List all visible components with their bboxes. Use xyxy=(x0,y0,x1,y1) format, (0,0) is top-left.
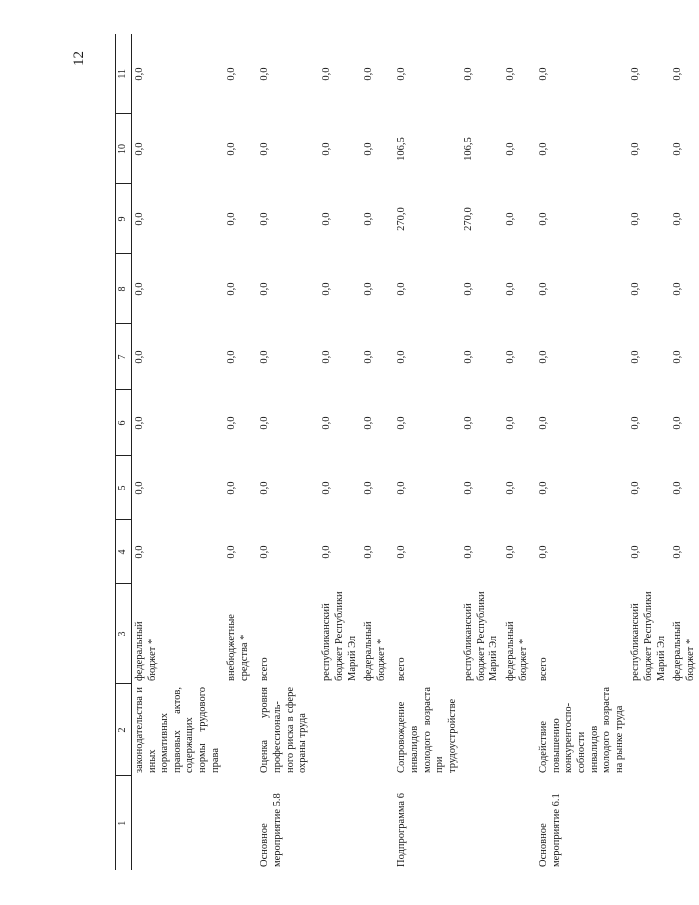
activity-cell: Оценка уровня профессиональ- ного риска в сфере охраны труда xyxy=(259,687,309,773)
value-cell: 0,0 xyxy=(463,481,475,495)
value-cell: 0,0 xyxy=(672,142,684,156)
funding-source-cell: всего xyxy=(259,657,271,681)
page-number: 12 xyxy=(71,51,87,66)
column-header: 10 xyxy=(116,114,132,184)
value-cell: 0,0 xyxy=(134,67,145,81)
value-cell: 0,0 xyxy=(226,282,238,296)
value-cell: 0,0 xyxy=(630,142,642,156)
value-cell: 0,0 xyxy=(396,282,408,296)
value-cell: 0,0 xyxy=(538,545,550,559)
financing-table xyxy=(115,34,699,870)
value-cell: 0,0 xyxy=(226,416,238,430)
value-cell: 0,0 xyxy=(134,481,145,495)
value-cell: 0,0 xyxy=(363,282,375,296)
value-cell: 0,0 xyxy=(505,481,517,495)
value-cell: 0,0 xyxy=(134,212,145,226)
column-header: 5 xyxy=(116,456,132,520)
value-cell: 0,0 xyxy=(463,282,475,296)
value-cell: 0,0 xyxy=(505,545,517,559)
funding-source-cell: федеральный бюджет * xyxy=(363,621,387,681)
program-cell xyxy=(361,776,390,870)
activity-cell xyxy=(319,684,361,776)
value-cell: 0,0 xyxy=(321,416,333,430)
value-cell: 0,0 xyxy=(538,481,550,495)
value-cell: 0,0 xyxy=(321,481,333,495)
value-cell: 0,0 xyxy=(672,416,684,430)
value-cell: 0,0 xyxy=(505,350,517,364)
funding-source-cell: федеральный бюджет * xyxy=(672,621,696,681)
value-cell: 0,0 xyxy=(463,416,475,430)
funding-source-cell: федеральный бюджет * xyxy=(505,621,529,681)
activity-cell xyxy=(361,684,390,776)
activity-cell xyxy=(628,684,670,776)
value-cell: 0,0 xyxy=(396,416,408,430)
funding-source-cell: всего xyxy=(538,657,550,681)
value-cell: 0,0 xyxy=(505,212,517,226)
table-row xyxy=(132,34,225,870)
value-cell: 0,0 xyxy=(463,545,475,559)
value-cell: 0,0 xyxy=(321,545,333,559)
value-cell: 0,0 xyxy=(259,545,271,559)
activity-cell: законодательства и иных нормативных правовых актов, содержащих нормы трудового права xyxy=(134,687,221,773)
column-header: 3 xyxy=(116,584,132,684)
value-cell: 0,0 xyxy=(259,350,271,364)
funding-source-cell: республиканский бюджет Республики Марий Эл xyxy=(463,591,500,681)
table-body xyxy=(132,34,699,870)
value-cell: 0,0 xyxy=(134,282,145,296)
funding-source-cell: федеральный бюджет * xyxy=(134,621,158,681)
value-cell: 0,0 xyxy=(226,212,238,226)
program-cell: Основное мероприятие 5.8 xyxy=(259,793,283,867)
value-cell: 0,0 xyxy=(363,67,375,81)
column-header: 1 xyxy=(116,776,132,870)
value-cell: 0,0 xyxy=(134,350,145,364)
value-cell: 0,0 xyxy=(259,481,271,495)
value-cell: 0,0 xyxy=(321,67,333,81)
value-cell: 270,0 xyxy=(396,207,408,231)
value-cell: 0,0 xyxy=(363,212,375,226)
program-cell xyxy=(503,776,532,870)
value-cell: 0,0 xyxy=(396,545,408,559)
column-header: 8 xyxy=(116,254,132,324)
activity-cell xyxy=(461,684,503,776)
value-cell: 0,0 xyxy=(463,67,475,81)
program-cell xyxy=(461,776,503,870)
value-cell: 0,0 xyxy=(321,282,333,296)
value-cell: 0,0 xyxy=(396,481,408,495)
table-row xyxy=(503,34,532,870)
value-cell: 106,5 xyxy=(463,137,475,161)
value-cell: 0,0 xyxy=(538,350,550,364)
value-cell: 0,0 xyxy=(672,212,684,226)
value-cell: 0,0 xyxy=(134,416,145,430)
value-cell: 0,0 xyxy=(226,545,238,559)
value-cell: 0,0 xyxy=(630,545,642,559)
value-cell: 0,0 xyxy=(363,350,375,364)
funding-source-cell: внебюджетные средства * xyxy=(226,614,250,681)
value-cell: 0,0 xyxy=(630,416,642,430)
value-cell: 0,0 xyxy=(672,350,684,364)
table-row xyxy=(361,34,390,870)
value-cell: 0,0 xyxy=(538,67,550,81)
value-cell: 0,0 xyxy=(463,350,475,364)
value-cell: 0,0 xyxy=(538,142,550,156)
funding-source-cell: республиканский бюджет Республики Марий Эл xyxy=(321,591,358,681)
column-header: 6 xyxy=(116,390,132,456)
value-cell: 0,0 xyxy=(630,282,642,296)
table-row xyxy=(319,34,361,870)
rotated-table-sheet xyxy=(115,34,696,870)
program-cell: Подпрограмма 6 xyxy=(396,793,408,867)
value-cell: 0,0 xyxy=(363,545,375,559)
column-header: 11 xyxy=(116,34,132,114)
value-cell: 0,0 xyxy=(538,282,550,296)
value-cell: 0,0 xyxy=(505,142,517,156)
activity-cell xyxy=(670,684,699,776)
header-row xyxy=(116,34,132,870)
value-cell: 0,0 xyxy=(259,282,271,296)
value-cell: 0,0 xyxy=(321,142,333,156)
value-cell: 0,0 xyxy=(259,212,271,226)
value-cell: 0,0 xyxy=(259,67,271,81)
table-row xyxy=(670,34,699,870)
value-cell: 0,0 xyxy=(321,350,333,364)
activity-cell xyxy=(224,684,253,776)
table-row xyxy=(532,34,628,870)
program-cell xyxy=(628,776,670,870)
value-cell: 0,0 xyxy=(672,67,684,81)
value-cell: 0,0 xyxy=(505,416,517,430)
value-cell: 0,0 xyxy=(630,67,642,81)
program-cell xyxy=(224,776,253,870)
value-cell: 0,0 xyxy=(226,67,238,81)
value-cell: 0,0 xyxy=(672,545,684,559)
activity-cell: Содействие повышению конкурентоспо- собности инвалидов молодого возраста на рынке труда xyxy=(538,687,625,773)
value-cell: 270,0 xyxy=(463,207,475,231)
value-cell: 0,0 xyxy=(363,416,375,430)
program-cell xyxy=(132,776,225,870)
table-row xyxy=(628,34,670,870)
value-cell: 0,0 xyxy=(630,481,642,495)
activity-cell: Сопровождение инвалидов молодого возраста при трудоустройстве xyxy=(396,687,458,773)
program-cell xyxy=(319,776,361,870)
value-cell: 106,5 xyxy=(396,137,408,161)
value-cell: 0,0 xyxy=(396,67,408,81)
column-header: 4 xyxy=(116,520,132,584)
value-cell: 0,0 xyxy=(226,350,238,364)
value-cell: 0,0 xyxy=(259,416,271,430)
value-cell: 0,0 xyxy=(363,142,375,156)
value-cell: 0,0 xyxy=(672,282,684,296)
value-cell: 0,0 xyxy=(226,481,238,495)
value-cell: 0,0 xyxy=(259,142,271,156)
funding-source-cell: республиканский бюджет Республики Марий Эл xyxy=(630,591,667,681)
value-cell: 0,0 xyxy=(134,545,145,559)
value-cell: 0,0 xyxy=(538,416,550,430)
value-cell: 0,0 xyxy=(538,212,550,226)
value-cell: 0,0 xyxy=(363,481,375,495)
program-cell xyxy=(670,776,699,870)
value-cell: 0,0 xyxy=(505,282,517,296)
value-cell: 0,0 xyxy=(396,350,408,364)
column-header: 2 xyxy=(116,684,132,776)
table-row xyxy=(390,34,461,870)
column-header: 7 xyxy=(116,324,132,390)
value-cell: 0,0 xyxy=(630,350,642,364)
value-cell: 0,0 xyxy=(630,212,642,226)
value-cell: 0,0 xyxy=(672,481,684,495)
column-header: 9 xyxy=(116,184,132,254)
table-row xyxy=(253,34,319,870)
value-cell: 0,0 xyxy=(226,142,238,156)
table-row xyxy=(461,34,503,870)
table-row xyxy=(224,34,253,870)
value-cell: 0,0 xyxy=(321,212,333,226)
program-cell: Основное мероприятие 6.1 xyxy=(538,793,562,867)
value-cell: 0,0 xyxy=(505,67,517,81)
activity-cell xyxy=(503,684,532,776)
funding-source-cell: всего xyxy=(396,657,408,681)
value-cell: 0,0 xyxy=(134,142,145,156)
